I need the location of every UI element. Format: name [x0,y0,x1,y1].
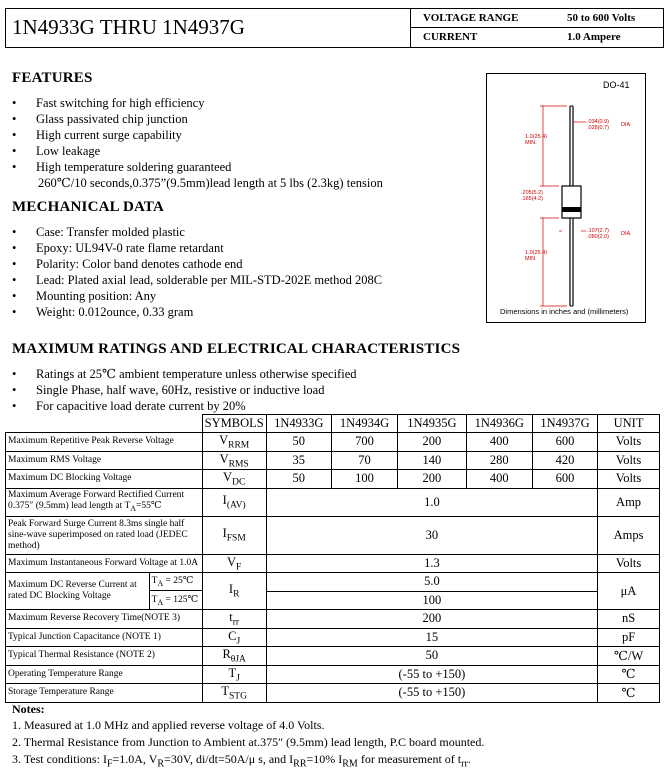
list-item: • Ratings at 25℃ ambient temperature unless otherwise specified [12,367,357,381]
param-cell: Maximum Instantaneous Forward Voltage at 1.0A [6,554,203,573]
table-row [6,684,660,703]
value-cell: 600 [532,433,597,452]
unit-cell: Volts [598,554,660,573]
symbol-cell: $V_F$ [202,554,266,573]
symbol-cell: $t_{rr}$ [202,610,266,629]
value-cell: 100 [266,591,597,610]
list-item: • Single Phase, half wave, 60Hz, resistive or inductive load [12,383,325,397]
value-cell: 70 [331,451,397,470]
features-heading: FEATURES [12,70,93,86]
value-cell: 700 [331,433,397,452]
header-cell [6,415,203,433]
features-list [12,95,383,191]
symbol-cell: $I_{FSM}$ [202,516,266,554]
value-cell: 280 [466,451,532,470]
list-item: • Low leakage [12,144,101,158]
value-cell: 50 [266,647,597,666]
package-diagram [486,73,646,323]
list-item: • Lead: Plated axial lead, solderable per MIL-STD-202E method 208C [12,273,383,287]
value-cell: 5.0 [266,573,597,592]
header-cell: 1N4933G [266,415,331,433]
list-item: • Epoxy: UL94V-0 rate flame retardant [12,241,224,255]
symbol-cell: $V_{RMS}$ [202,451,266,470]
table-row [6,516,660,554]
param-cell: Storage Temperature Range [6,684,203,703]
notes-heading: Notes: [12,702,45,716]
package-label: DO-41 [603,80,630,90]
dim-bottom-lead-length: 1.0(25.4) MIN. [525,250,548,262]
list-item: • Weight: 0.012ounce, 0.33 gram [12,305,194,319]
symbol-cell: $R_{\theta JA}$ [202,647,266,666]
mechanical-heading: MECHANICAL DATA [12,199,165,215]
header-divider [410,8,411,48]
list-item: • Polarity: Color band denotes cathode end [12,257,243,271]
unit-cell: ℃/W [598,647,660,666]
header-cell: 1N4935G [398,415,466,433]
symbol-cell: $V_{RRM}$ [202,433,266,452]
condition-cell: $T_A$ = 25℃ [150,573,202,591]
param-cell: Maximum Repetitive Peak Reverse Voltage [6,433,203,452]
value-cell: 35 [266,451,331,470]
unit-cell: μA [598,573,660,610]
value-cell: 15 [266,628,597,647]
symbol-cell: $T_{STG}$ [202,684,266,703]
note-3: 3. Test conditions: $I_F=1.0A$, $V_R=30V$, di/dt=50A/μ s, and $I_{RR}=10\%$ $I_{RM}$ for measurement of $t_{rr}$. [12,752,471,770]
dim-lead-diameter: .034(0.9) .028(0.7) [587,119,610,131]
list-item: • Case: Transfer molded plastic [12,225,185,239]
table-row [6,451,660,470]
unit-cell: Volts [598,451,660,470]
param-cell [6,573,203,610]
symbol-cell: $T_J$ [202,665,266,684]
value-cell: 1.3 [266,554,597,573]
value-cell: 140 [398,451,466,470]
dim-body-length: .205(5.2) .165(4.2) [521,190,544,202]
value-cell: 100 [331,470,397,489]
list-item: • High temperature soldering guaranteed [12,160,232,174]
header-cell: 1N4934G [331,415,397,433]
param-cell: Typical Junction Capacitance (NOTE 1) [6,628,203,647]
unit-cell: Volts [598,470,660,489]
list-item: • Mounting position: Any [12,289,157,303]
ratings-table [5,414,660,703]
unit-cell: Amp [598,488,660,516]
header-cell: SYMBOLS [202,415,266,433]
table-row [6,647,660,666]
param-cell: Operating Temperature Range [6,665,203,684]
value-cell: 400 [466,433,532,452]
param-cell: Maximum Average Forward Rectified Current 0.375″ (9.5mm) lead length at $T_A=55℃$ [6,488,203,516]
value-cell: 400 [466,470,532,489]
value-cell: (-55 to +150) [266,684,597,703]
list-item-continuation: 260℃/10 seconds,0.375”(9.5mm)lead length at 5 lbs (2.3kg) tension [38,176,383,190]
symbol-cell: $I_{(AV)}$ [202,488,266,516]
header-rule [410,27,664,28]
table-row [6,628,660,647]
value-cell: 200 [398,433,466,452]
param-cell: Typical Thermal Resistance (NOTE 2) [6,647,203,666]
diagram-caption: Dimensions in inches and (millimeters) [500,307,629,316]
value-cell: 30 [266,516,597,554]
unit-cell: Amps [598,516,660,554]
mechanical-list [12,224,382,320]
value-cell: 200 [266,610,597,629]
value-cell: 200 [398,470,466,489]
value-cell: 50 [266,433,331,452]
value-cell: 600 [532,470,597,489]
param-text: Maximum DC Reverse Current at rated DC Blocking Voltage [8,580,137,601]
unit-cell: pF [598,628,660,647]
table-row [6,470,660,489]
param-cell: Peak Forward Surge Current 8.3ms single half sine-wave superimposed on rated load (JEDEC method) [6,516,203,554]
unit-cell: ℃ [598,665,660,684]
header-cell: 1N4936G [466,415,532,433]
value-cell: 50 [266,470,331,489]
part-title: 1N4933G THRU 1N4937G [12,15,245,39]
voltage-range-label: VOLTAGE RANGE [423,12,519,24]
table-row [6,610,660,629]
symbol-cell: $I_R$ [202,573,266,610]
dim-top-lead-length: 1.0(25.4) MIN. [525,134,548,146]
condition-cell: $T_A$ = 125℃ [151,595,199,607]
ratings-heading: MAXIMUM RATINGS AND ELECTRICAL CHARACTERISTICS [12,341,461,357]
note-2: 2. Thermal Resistance from Junction to Ambient at.375″ (9.5mm) lead length, P.C board mounted. [12,735,485,749]
table-row [6,665,660,684]
param-cell: Maximum DC Blocking Voltage [6,470,203,489]
list-item: • Fast switching for high efficiency [12,96,205,110]
symbol-cell: $V_{DC}$ [202,470,266,489]
list-item: • High current surge capability [12,128,182,142]
dim-body-dia-label: DIA. [621,231,632,237]
table-row [6,554,660,573]
param-cell: Maximum Reverse Recovery Time(NOTE 3) [6,610,203,629]
list-item: • For capacitive load derate current by 20% [12,399,246,413]
unit-cell: ℃ [598,684,660,703]
value-cell: (-55 to +150) [266,665,597,684]
symbol-cell: $C_J$ [202,628,266,647]
ratings-conditions-list [12,366,357,414]
header-cell: 1N4937G [532,415,597,433]
unit-cell: nS [598,610,660,629]
list-item: • Glass passivated chip junction [12,112,188,126]
table-row [6,488,660,516]
header-cell: UNIT [598,415,660,433]
value-cell: 420 [532,451,597,470]
param-cell: Maximum RMS Voltage [6,451,203,470]
table-row [6,573,660,592]
package-outline-drawing [487,74,645,322]
value-cell: 1.0 [266,488,597,516]
current-value: 1.0 Ampere [567,31,621,43]
note-1: 1. Measured at 1.0 MHz and applied reverse voltage of 4.0 Volts. [12,718,325,732]
dim-body-diameter: .107(2.7) .080(2.0) [587,228,610,240]
table-row [6,433,660,452]
condition-cells [149,573,202,609]
voltage-range-value: 50 to 600 Volts [567,12,636,24]
table-header-row [6,415,660,433]
dim-lead-dia-label: DIA. [621,122,632,128]
unit-cell: Volts [598,433,660,452]
current-label: CURRENT [423,31,478,43]
